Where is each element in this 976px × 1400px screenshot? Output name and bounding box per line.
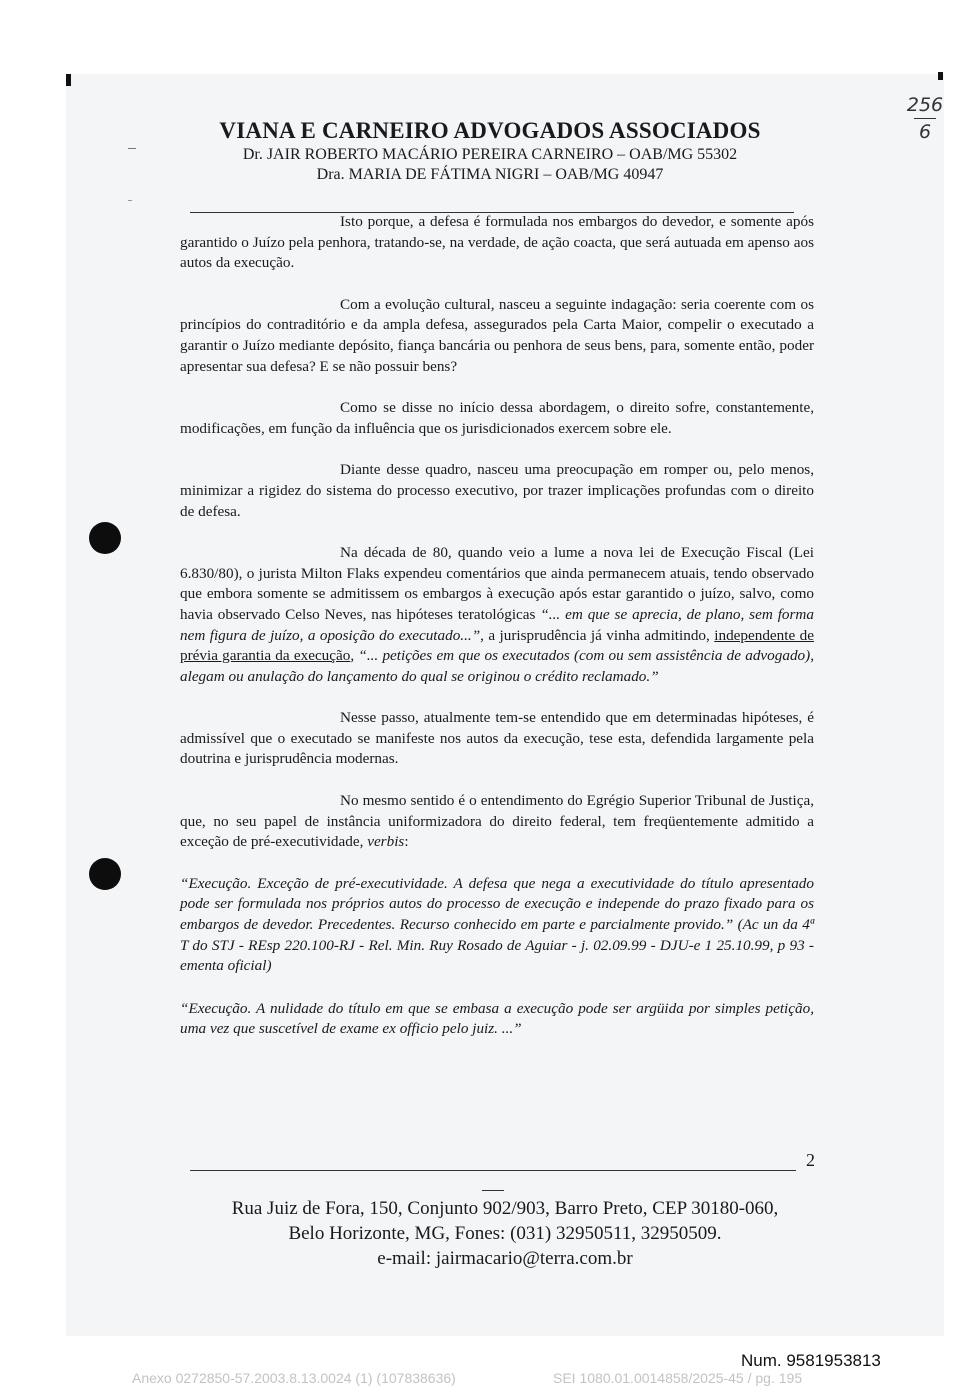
binder-hole: [89, 522, 121, 554]
address-line: Rua Juiz de Fora, 150, Conjunto 902/903, Barro Preto, CEP 30180-060,: [231, 1198, 779, 1219]
document-body: [180, 212, 814, 1062]
folio-number: 256: [906, 94, 944, 116]
paragraph: Isto porque, a defesa é formulada nos embargos do devedor, e somente após garantido o Juízo pela penhora, tratando-se, na verdade, de ação coacta, que será autuada em apenso aos autos da execução.: [180, 213, 814, 272]
underlined-text: independente de prévia garantia da execução: [180, 626, 814, 665]
annex-reference: Anexo 0272850-57.2003.8.13.0024 (1) (107838636): [132, 1370, 456, 1386]
letterhead: [150, 118, 830, 184]
scan-mark: [482, 1190, 504, 1191]
paragraph: [180, 791, 814, 853]
paragraph-text: No mesmo sentido é o entendimento do Egrégio Superior Tribunal de Justiça, que, no seu papel de instância uniformizadora do direito federal, tem freqüentemente admitido a exceção de pré-executividade,: [180, 792, 814, 851]
firm-name: VIANA E CARNEIRO ADVOGADOS ASSOCIADOS: [219, 118, 761, 143]
city-phone-line: Belo Horizonte, MG, Fones: (031) 32950511, 32950509.: [288, 1223, 722, 1244]
verbis-word: verbis: [367, 833, 405, 851]
paragraph-text: Na década de 80, quando veio a lume a nova lei de Execução Fiscal (Lei 6.830/80), o jurista Milton Flaks expendeu comentários que ainda permanecem atuais, tendo observado que embora somente se admitissem os embargos à execução após estar garantido o juízo, salvo, como havia observado Celso Neves, nas hipóteses teratológicas: [180, 544, 814, 623]
quote-petitions: “... petições em que os executados (com ou sem assistência de advogado), alegam ou anulação do lançamento do qual se originou o crédito reclamado.”: [180, 647, 814, 685]
footer-rule: [190, 1170, 796, 1171]
scan-corner-mark-right: [938, 72, 943, 80]
margin-mark: [128, 148, 136, 149]
page-number: 2: [806, 1150, 815, 1170]
citation-block: “Execução. Exceção de pré-executividade. A defesa que nega a executividade do título apresentado pode ser formulada nos próprios autos do processo de execução e independe do prazo fixado para os embargos de devedor. Precedentes. Recurso conhecido em parte e parcialmente provido.” (Ac un da 4ª T do STJ - REsp 220.100-RJ - Rel. Min. Ruy Rosado de Aguiar - j. 02.09.99 - DJU-e 1 25.10.99, p 93 - ementa oficial): [180, 874, 814, 975]
paragraph-text: , a jurisprudência já vinha admitindo,: [480, 626, 715, 644]
paragraph: Com a evolução cultural, nasceu a seguinte indagação: seria coerente com os princípios do contraditório e da ampla defesa, assegurados pela Carta Maior, compelir o executado a garantir o Juízo mediante depósito, fiança bancária ou penhora de seus bens, para, somente então, poder apresentar sua defesa? E se não possuir bens?: [180, 295, 814, 375]
lawyer-line-2: Dra. MARIA DE FÁTIMA NIGRI – OAB/MG 40947: [316, 166, 664, 183]
lawyer-line-1: Dr. JAIR ROBERTO MACÁRIO PEREIRA CARNEIRO – OAB/MG 55302: [242, 146, 738, 163]
document-number: Num. 9581953813: [741, 1351, 881, 1370]
binder-hole: [89, 858, 121, 890]
paragraph: Diante desse quadro, nasceu uma preocupação em romper ou, pelo menos, minimizar a rigidez do sistema do processo executivo, por trazer implicações profundas com o direito de defesa.: [180, 461, 814, 520]
paragraph: Nesse passo, atualmente tem-se entendido que em determinadas hipóteses, é admissível que o executado se manifeste nos autos da execução, tese esta, defendida largamente pela doutrina e jurisprudência modernas.: [180, 709, 814, 768]
paragraph: [180, 543, 814, 687]
sei-reference: SEI 1080.01.0014858/2025-45 / pg. 195: [553, 1370, 803, 1386]
margin-mark: [128, 200, 132, 201]
letterhead-footer: [190, 1196, 820, 1271]
folio-mark: 6: [918, 121, 932, 143]
folio-stamp: [902, 94, 948, 143]
citation-block: “Execução. A nulidade do título em que se embasa a execução pode ser argüida por simples petição, uma vez que suscetível de exame ex officio pelo juiz. ...”: [180, 999, 814, 1038]
paragraph: Como se disse no início dessa abordagem, o direito sofre, constantemente, modificações, em função da influência que os jurisdicionados exercem sobre ele.: [180, 399, 814, 437]
scan-corner-mark-left: [66, 74, 71, 86]
folio-bar: [914, 118, 936, 119]
paragraph-text: ,: [350, 647, 359, 665]
paragraph-text: :: [404, 833, 409, 851]
quote-celso-neves: “... em que se aprecia, de plano, sem forma nem figura de juízo, a oposição do executado...”: [180, 605, 814, 644]
email-line: e-mail: jairmacario@terra.com.br: [377, 1248, 633, 1269]
